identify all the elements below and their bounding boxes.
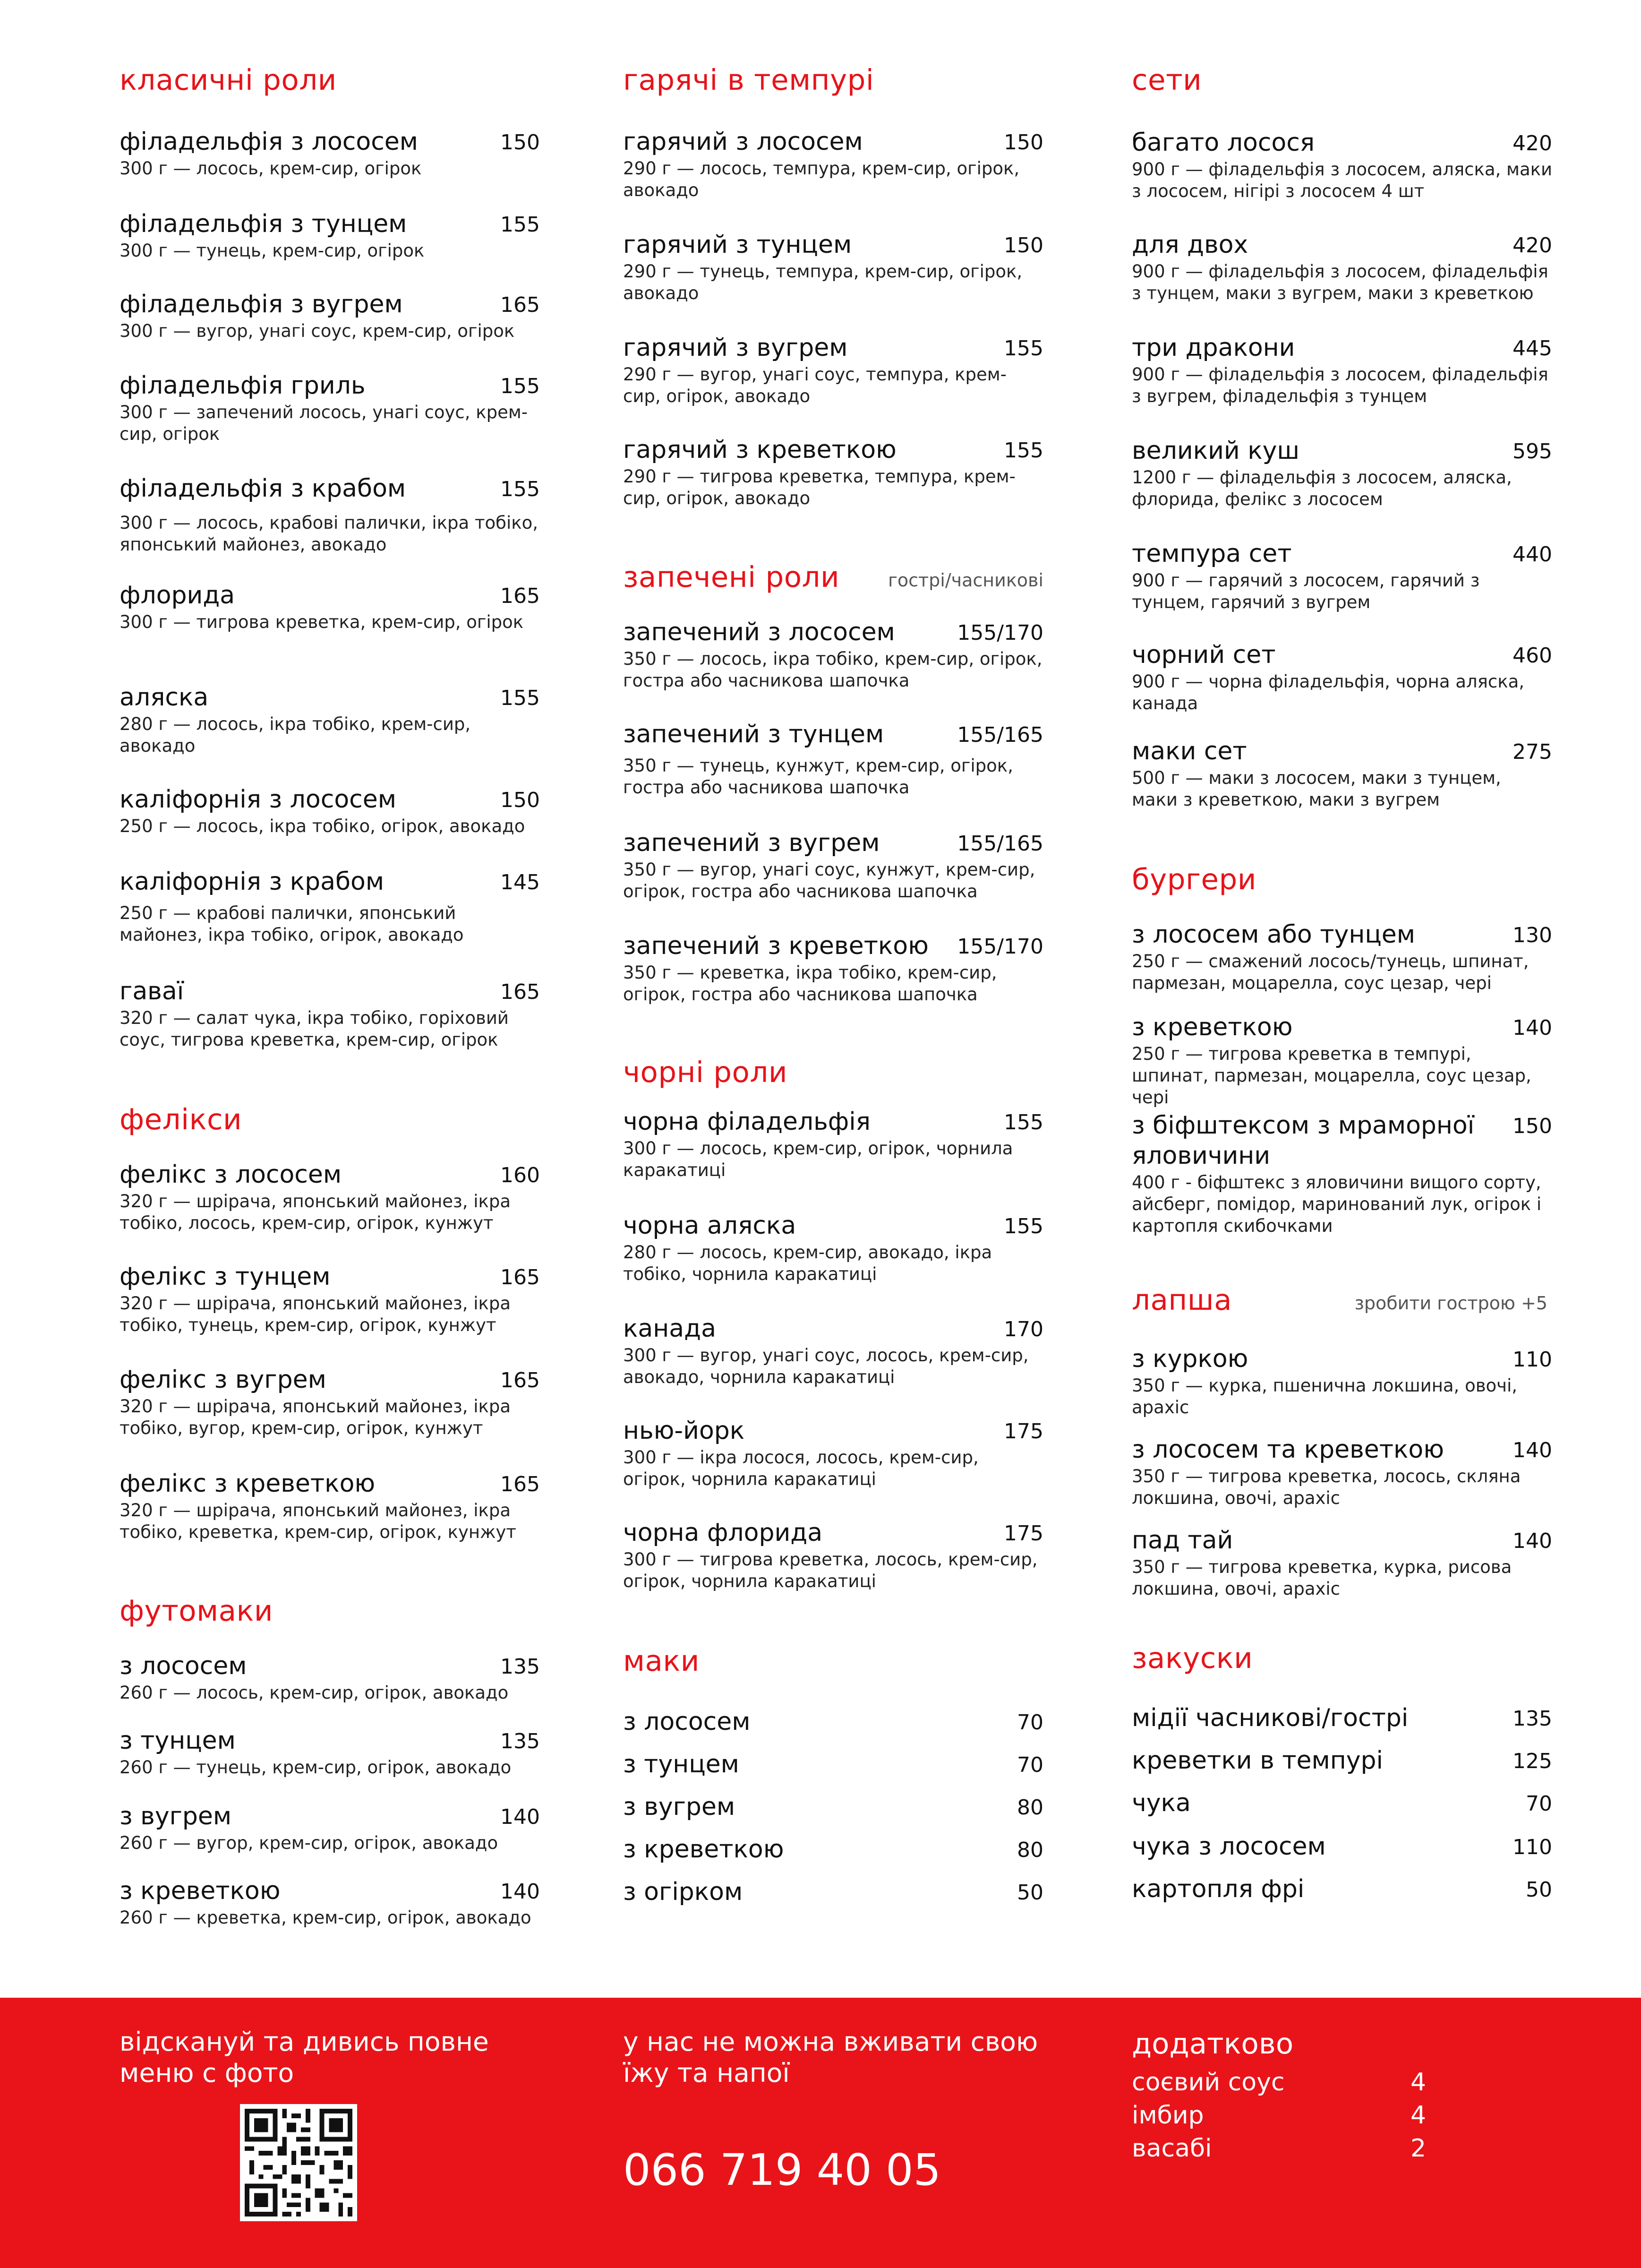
item-description: 260 г — тунець, крем-сир, огірок, авокадо [120,1757,512,1778]
section-baked-rolls [623,558,1043,596]
item-description: 320 г — шрірача, японський майонез, ікра тобіко, тунець, крем-сир, огірок, кунжут [120,1293,511,1335]
section-title: маки [623,1644,700,1678]
section-title: сети [1132,63,1202,97]
menu-item [623,1518,1043,1592]
section-appetizers [1132,1640,1552,1677]
item-price: 140 [500,1805,540,1829]
menu-item [120,1651,540,1704]
item-description: 290 г — лосось, темпура, крем-сир, огірок, авокадо [623,158,1020,200]
item-price: 70 [1526,1792,1552,1816]
menu-item [120,976,540,1051]
item-price: 160 [500,1163,540,1187]
section-title: фелікси [120,1103,242,1136]
item-description: 900 г — філадельфія з лососем, філадельфія з тунцем, маки з вугрем, маки з креветкою [1132,261,1548,303]
item-price: 175 [1004,1521,1043,1546]
item-price: 420 [1513,131,1552,155]
item-price: 50 [1017,1881,1043,1905]
item-price: 80 [1017,1796,1043,1820]
item-description: 350 г — тунець, кунжут, крем-сир, огірок, гостра або часникова шапочка [623,756,1013,798]
item-name: з тунцем [623,1750,739,1778]
item-name: з куркою [1132,1345,1248,1373]
item-description: 300 г — запечений лосось, унагі соус, крем-сир, огірок [120,402,528,444]
menu-item [623,435,1043,509]
item-description: 280 г — лосось, ікра тобіко, крем-сир, авокадо [120,714,471,756]
item-name: чорний сет [1132,641,1276,669]
menu-item [120,1365,540,1439]
section-title: бургери [1132,863,1256,896]
menu-item [623,1314,1043,1388]
item-price: 165 [500,1265,540,1289]
section-title: футомаки [120,1594,273,1628]
item-price: 175 [1004,1419,1043,1443]
menu-item [1132,640,1552,714]
section-title: закуски [1132,1641,1253,1675]
menu-item [623,719,1043,799]
menu-item [1132,1874,1552,1904]
item-name: чорна флорида [623,1519,823,1547]
extras-title: додатково [1132,2027,1294,2061]
item-price: 440 [1513,542,1552,567]
item-description: 250 г — тигрова креветка в темпурі, шпинат, пармезан, моцарелла, соус цезар, чері [1132,1044,1531,1108]
section-note: зробити гострою +5 [1354,1293,1547,1314]
menu-item [623,1416,1043,1490]
extra-item [1132,2066,1434,2099]
item-price: 155/165 [957,832,1043,856]
item-price: 110 [1513,1835,1552,1859]
item-name: з лососем [120,1652,247,1680]
item-description: 250 г — смажений лосось/тунець, шпинат, пармезан, моцарелла, соус цезар, чері [1132,951,1529,993]
item-name: маки сет [1132,737,1247,765]
item-price: 155 [500,686,540,710]
extra-name: імбир [1132,2101,1204,2130]
item-name: гарячий з лососем [623,128,863,156]
item-name: мідії часникові/гострі [1132,1704,1409,1732]
item-price: 150 [1513,1114,1552,1138]
item-price: 155/170 [957,621,1043,645]
item-name: фелікс з вугрем [120,1366,326,1394]
extra-item [1132,2132,1434,2165]
menu-item [1132,1703,1552,1733]
item-description: 260 г — креветка, крем-сир, огірок, авокадо [120,1907,531,1928]
extra-price: 2 [1410,2134,1427,2163]
item-name: філадельфія з тунцем [120,210,407,238]
item-description: 320 г — шрірача, японський майонез, ікра тобіко, креветка, крем-сир, огірок, кунжут [120,1500,516,1542]
item-name: з тунцем [120,1727,236,1755]
item-price: 150 [500,130,540,155]
item-description: 300 г — лосось, крем-сир, огірок, чорнила каракатиці [623,1138,1013,1180]
menu-item [120,682,540,757]
item-name: чорна філадельфія [623,1108,871,1136]
item-price: 420 [1513,233,1552,258]
item-name: три дракони [1132,334,1295,362]
section-title: лапша [1132,1283,1232,1317]
menu-item [623,333,1043,407]
item-description: 300 г — тунець, крем-сир, огірок [120,241,425,261]
item-price: 140 [500,1880,540,1904]
item-price: 460 [1513,644,1552,668]
item-price: 150 [1004,130,1043,155]
item-name: з вугрем [623,1793,735,1821]
menu-item [120,1801,540,1854]
item-name: з лососем або тунцем [1132,920,1415,949]
item-price: 130 [1513,923,1552,947]
item-price: 155 [500,374,540,398]
item-price: 150 [1004,233,1043,258]
section-futomaki [120,1592,540,1630]
item-description: 290 г — вугор, унагі соус, темпура, крем-сир, огірок, авокадо [623,364,1007,406]
section-note: гострі/часникові [888,570,1043,591]
item-description: 500 г — маки з лососем, маки з тунцем, маки з креветкою, маки з вугрем [1132,768,1501,810]
item-description: 320 г — шрірача, японський майонез, ікра тобіко, вугор, крем-сир, огірок, кунжут [120,1396,511,1438]
menu-item [1132,1012,1552,1108]
item-name: філадельфія з крабом [120,474,406,503]
item-name: з вугрем [120,1802,232,1830]
section-black-rolls [623,1054,1043,1091]
item-description: 300 г — лосось, крем-сир, огірок [120,158,422,179]
item-price: 155/165 [957,723,1043,747]
menu-item [120,1469,540,1543]
menu-item [1132,436,1552,510]
item-name: запечений з тунцем [623,720,884,748]
extra-item [1132,2099,1434,2132]
menu-item [1132,1525,1552,1600]
menu-item [1132,1831,1552,1862]
item-name: гаваї [120,977,184,1005]
menu-item [1132,1745,1552,1776]
item-name: чорна аляска [623,1211,796,1240]
item-name: чука [1132,1789,1191,1817]
item-name: канада [623,1314,716,1343]
extra-price: 4 [1410,2068,1427,2096]
item-name: великий куш [1132,437,1299,465]
item-price: 595 [1513,439,1552,464]
item-price: 110 [1513,1348,1552,1372]
item-price: 135 [1513,1707,1552,1731]
item-name: з лососем та креветкою [1132,1435,1444,1464]
item-name: чука з лососем [1132,1832,1326,1861]
menu-item [623,1707,1043,1737]
item-name: гарячий з вугрем [623,334,848,362]
item-price: 155 [500,477,540,501]
item-name: з лососем [623,1708,751,1736]
item-name: гарячий з тунцем [623,231,852,259]
item-description: 250 г — лосось, ікра тобіко, огірок, авокадо [120,816,525,836]
extra-name: васабі [1132,2134,1212,2163]
menu-item [120,289,540,342]
item-price: 80 [1017,1838,1043,1862]
item-price: 445 [1513,336,1552,361]
section-noodles [1132,1281,1552,1319]
menu-item [1132,128,1552,202]
item-description: 280 г — лосось, крем-сир, авокадо, ікра тобіко, чорнила каракатиці [623,1242,992,1284]
menu-item [623,828,1043,902]
item-price: 165 [500,293,540,317]
item-name: флорида [120,581,235,610]
item-description: 300 г — вугор, унагі соус, лосось, крем-сир, авокадо, чорнила каракатиці [623,1345,1029,1387]
item-description: 900 г — філадельфія з лососем, аляска, маки з лососем, нігірі з лососем 4 шт [1132,159,1553,201]
item-name: філадельфія з вугрем [120,290,403,318]
section-classic-rolls [120,61,540,99]
menu-item [623,1211,1043,1285]
item-name: аляска [120,683,209,712]
item-name: фелікс з тунцем [120,1263,331,1291]
item-price: 165 [500,1472,540,1496]
item-name: з креветкою [623,1835,784,1864]
menu-item [623,1749,1043,1779]
extra-name: соєвий соус [1132,2068,1285,2096]
item-price: 145 [500,870,540,894]
menu-item [1132,1435,1552,1509]
item-name: каліфорнія з лососем [120,785,396,814]
section-sets [1132,61,1552,99]
menu-item [120,580,540,633]
item-name: запечений з вугрем [623,829,880,857]
item-description: 350 г — лосось, ікра тобіко, крем-сир, огірок, гостра або часникова шапочка [623,649,1043,691]
section-hot-tempura [623,61,1043,99]
item-description: 300 г — вугор, унагі соус, крем-сир, огірок [120,321,515,341]
item-price: 155 [1004,1214,1043,1238]
extra-price: 4 [1410,2101,1427,2130]
qr-code[interactable] [240,2104,357,2221]
menu-item [1132,1788,1552,1818]
item-price: 165 [500,1368,540,1392]
item-price: 140 [1513,1529,1552,1553]
item-price: 165 [500,980,540,1004]
item-price: 125 [1513,1749,1552,1773]
item-name: з креветкою [1132,1013,1293,1041]
item-price: 140 [1513,1438,1552,1462]
item-price: 155 [500,213,540,237]
item-name: з біфштексом з мраморної яловичини [1132,1111,1475,1170]
phone-number[interactable]: 066 719 40 05 [623,2145,941,2195]
item-description: 350 г — креветка, ікра тобіко, крем-сир, огірок, гостра або часникова шапочка [623,962,997,1005]
menu-item [120,867,540,946]
footer-bar [0,1998,1641,2268]
item-description: 900 г — чорна філадельфія, чорна аляска, канада [1132,671,1525,713]
item-name: каліфорнія з крабом [120,868,385,896]
item-price: 150 [500,788,540,812]
item-description: 900 г — філадельфія з лососем, філадельфія з вугрем, філадельфія з тунцем [1132,364,1548,406]
item-description: 350 г — тигрова креветка, курка, рисова локшина, овочі, арахіс [1132,1557,1512,1599]
menu-item [120,1876,540,1929]
item-name: фелікс з креветкою [120,1469,376,1498]
item-name: темпура сет [1132,540,1292,568]
item-description: 290 г — тигрова креветка, темпура, крем-сир, огірок, авокадо [623,466,1016,508]
section-title: класичні роли [120,63,337,97]
menu-item [623,931,1043,1005]
menu-item [120,370,540,445]
item-price: 155/170 [957,935,1043,959]
item-price: 155 [1004,438,1043,463]
menu-item [623,1877,1043,1907]
item-name: нью-йорк [623,1417,745,1445]
item-price: 50 [1526,1878,1552,1902]
item-name: з креветкою [120,1877,281,1905]
item-price: 70 [1017,1753,1043,1777]
item-description: 290 г — тунець, темпура, крем-сир, огірок, авокадо [623,261,1023,303]
menu-item [1132,539,1552,613]
item-name: для двох [1132,231,1248,259]
menu-item [1132,333,1552,407]
menu-item [623,1107,1043,1181]
menu-item [120,784,540,837]
menu-item [1132,736,1552,811]
item-name: картопля фрі [1132,1875,1305,1903]
item-name: філадельфія гриль [120,371,366,400]
item-description: 350 г — курка, пшенична локшина, овочі, арахіс [1132,1375,1518,1418]
item-name: з огірком [623,1878,743,1906]
item-description: 300 г — лосось, крабові палички, ікра тобіко, японський майонез, авокадо [120,513,538,555]
item-price: 140 [1513,1016,1552,1040]
item-description: 300 г — ікра лосося, лосось, крем-сир, огірок, чорнила каракатиці [623,1447,979,1489]
item-price: 275 [1513,740,1552,764]
item-name: запечений з креветкою [623,932,929,960]
section-title: гарячі в темпурі [623,63,874,97]
item-description: 1200 г — філадельфія з лососем, аляска, флорида, фелікс з лососем [1132,467,1512,509]
item-description: 250 г — крабові палички, японський майонез, ікра тобіко, огірок, авокадо [120,903,464,945]
item-price: 135 [500,1729,540,1753]
section-maki [623,1642,1043,1680]
item-description: 350 г — вугор, унагі соус, кунжут, крем-сир, огірок, гостра або часникова шапочка [623,859,1035,902]
section-title: запечені роли [623,560,840,594]
item-price: 165 [500,584,540,608]
menu-item [120,1726,540,1778]
section-felix [120,1101,540,1139]
menu-item [623,1792,1043,1822]
section-title: чорні роли [623,1056,787,1089]
item-name: гарячий з креветкою [623,436,897,464]
menu-item [623,127,1043,201]
item-description: 260 г — лосось, крем-сир, огірок, авокадо [120,1683,509,1703]
item-description: 260 г — вугор, крем-сир, огірок, авокадо [120,1833,498,1853]
menu-item [1132,919,1552,994]
item-price: 155 [1004,336,1043,361]
menu-item [120,209,540,262]
menu-item [120,127,540,180]
item-price: 135 [500,1655,540,1679]
item-description: 300 г — тигрова креветка, крем-сир, огірок [120,612,524,632]
item-description: 350 г — тигрова креветка, лосось, скляна локшина, овочі, арахіс [1132,1466,1521,1508]
item-name: креветки в темпурі [1132,1746,1383,1775]
item-description: 320 г — шрірача, японський майонез, ікра тобіко, лосось, крем-сир, огірок, кунжут [120,1191,511,1233]
item-price: 170 [1004,1317,1043,1341]
item-price: 155 [1004,1110,1043,1134]
menu-item [1132,230,1552,304]
item-name: пад тай [1132,1526,1233,1555]
menu-item [623,617,1043,692]
item-name: запечений з лососем [623,618,895,646]
item-description: 300 г — тигрова креветка, лосось, крем-сир, огірок, чорнила каракатиці [623,1549,1038,1591]
menu-item [120,1262,540,1336]
section-burgers [1132,861,1552,899]
item-price: 70 [1017,1710,1043,1735]
item-name: фелікс з лососем [120,1160,342,1189]
item-name: філадельфія з лососем [120,128,418,156]
qr-caption: відскануй та дивись повне меню с фото [120,2027,489,2088]
item-description: 900 г — гарячий з лососем, гарячий з тунцем, гарячий з вугрем [1132,570,1480,612]
menu-item [623,1834,1043,1864]
menu-item [1132,1110,1552,1237]
outside-food-notice: у нас не можна вживати свою їжу та напої [623,2027,1038,2088]
menu-item [120,1160,540,1234]
item-description: 320 г — салат чука, ікра тобіко, горіховий соус, тигрова креветка, крем-сир, огірок [120,1008,509,1050]
menu-item [1132,1344,1552,1418]
menu-item [623,230,1043,304]
item-name: багато лосося [1132,129,1315,157]
menu-item [120,473,540,556]
item-description: 400 г - біфштекс з яловичини вищого сорту, айсберг, помідор, маринований лук, огірок і картопля скибочками [1132,1172,1542,1236]
